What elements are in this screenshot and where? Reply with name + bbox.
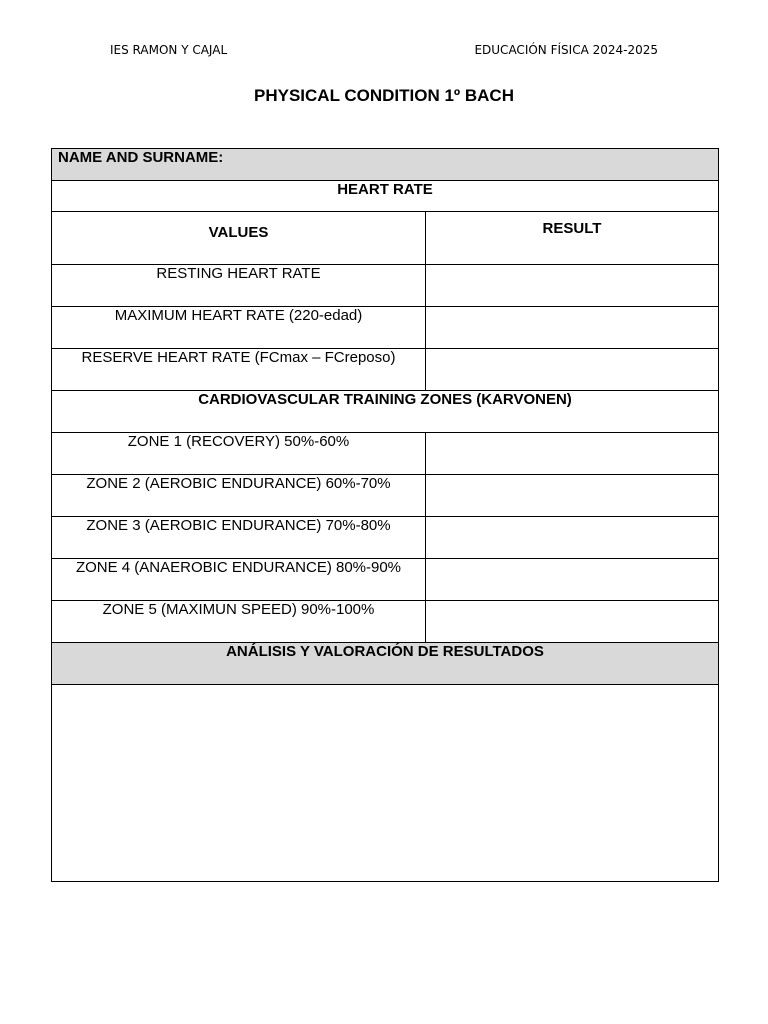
header-subject: EDUCACIÓN FÍSICA 2024-2025	[474, 43, 658, 57]
analysis-notes-area[interactable]	[52, 685, 719, 882]
zone-2-result[interactable]	[426, 475, 719, 517]
zone-4-label: ZONE 4 (ANAEROBIC ENDURANCE) 80%-90%	[52, 559, 426, 601]
table-row	[52, 475, 719, 517]
page-title: PHYSICAL CONDITION 1º BACH	[254, 86, 514, 105]
header-school: IES RAMON Y CAJAL	[110, 43, 228, 57]
maximum-heart-rate-label: MAXIMUM HEART RATE (220-edad)	[52, 307, 426, 349]
analysis-heading: ANÁLISIS Y VALORACIÓN DE RESULTADOS	[52, 643, 719, 685]
physical-condition-table	[51, 148, 719, 882]
resting-heart-rate-label: RESTING HEART RATE	[52, 265, 426, 307]
zone-4-result[interactable]	[426, 559, 719, 601]
reserve-heart-rate-label: RESERVE HEART RATE (FCmax – FCreposo)	[52, 349, 426, 391]
resting-heart-rate-result[interactable]	[426, 265, 719, 307]
zone-3-result[interactable]	[426, 517, 719, 559]
result-header: RESULT	[426, 212, 719, 265]
table-row	[52, 265, 719, 307]
table-row	[52, 349, 719, 391]
values-header: VALUES	[52, 212, 426, 265]
zone-1-label: ZONE 1 (RECOVERY) 50%-60%	[52, 433, 426, 475]
heart-rate-heading: HEART RATE	[52, 181, 719, 212]
name-surname-field[interactable]	[52, 149, 719, 181]
table-row	[52, 307, 719, 349]
table-row	[52, 559, 719, 601]
zone-1-result[interactable]	[426, 433, 719, 475]
reserve-heart-rate-result[interactable]	[426, 349, 719, 391]
table-row	[52, 433, 719, 475]
zone-3-label: ZONE 3 (AEROBIC ENDURANCE) 70%-80%	[52, 517, 426, 559]
zone-2-label: ZONE 2 (AEROBIC ENDURANCE) 60%-70%	[52, 475, 426, 517]
training-zones-heading: CARDIOVASCULAR TRAINING ZONES (KARVONEN)	[52, 391, 719, 433]
zone-5-result[interactable]	[426, 601, 719, 643]
table-row	[52, 601, 719, 643]
maximum-heart-rate-result[interactable]	[426, 307, 719, 349]
table-row	[52, 517, 719, 559]
zone-5-label: ZONE 5 (MAXIMUN SPEED) 90%-100%	[52, 601, 426, 643]
name-surname-label: NAME AND SURNAME:	[58, 149, 224, 166]
